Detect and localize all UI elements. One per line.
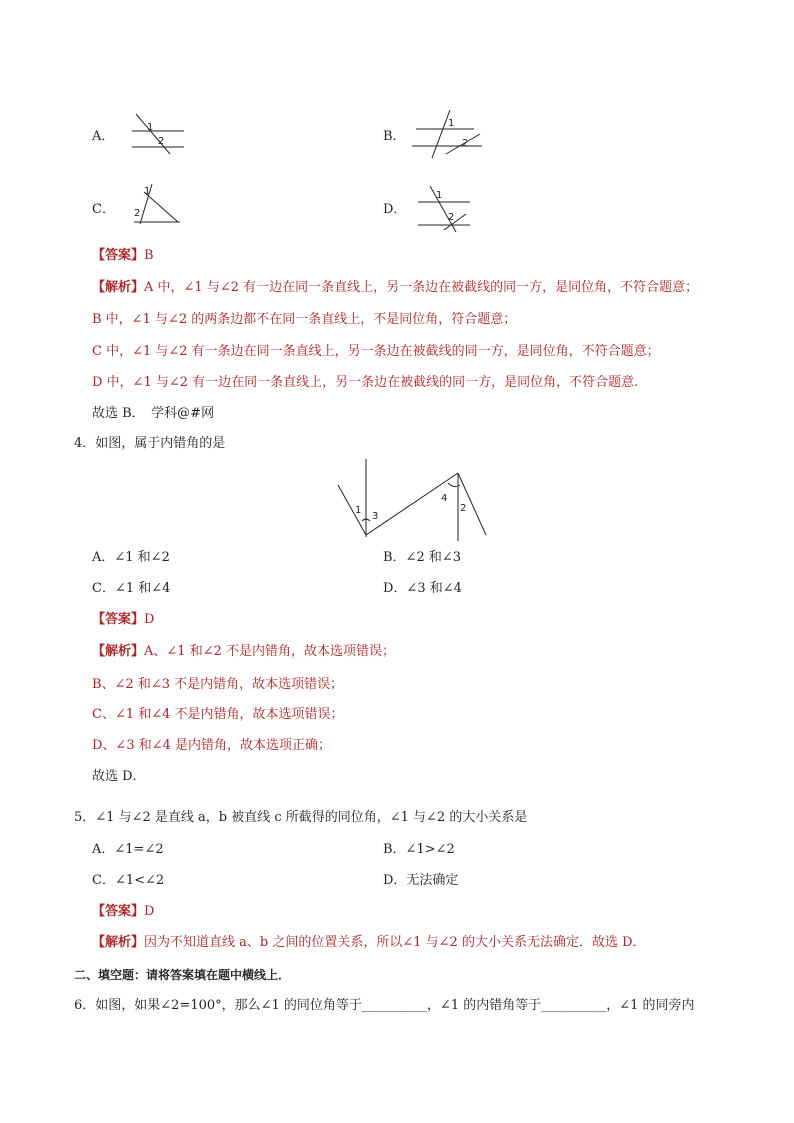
q5-option-a: A．∠1=∠2: [92, 842, 164, 857]
q3-option-b-letter: B．: [383, 129, 406, 144]
answer-value: B: [144, 248, 154, 263]
q3-option-a-letter: A．: [92, 129, 115, 144]
q5-option-d: D．无法确定: [383, 873, 459, 888]
q3-a-transversal: [136, 114, 170, 154]
q3-figure-d: [414, 184, 474, 234]
q4-label-4: 4: [441, 493, 448, 504]
q3-conclusion: 故选 B． 学科@#网: [92, 406, 215, 421]
q5-option-c: C．∠1<∠2: [92, 873, 165, 888]
q4-analysis-line-3: C、∠1 和∠4 不是内错角，故本选项错误；: [92, 707, 344, 722]
analysis-label: 【解析】: [92, 280, 145, 295]
q4-analysis-line-2: B、∠2 和∠3 不是内错角，故本选项错误；: [92, 677, 344, 692]
q4-option-a: A．∠1 和∠2: [92, 550, 170, 565]
q3-answer: [92, 247, 154, 265]
q3-analysis-line-3: C 中，∠1 与∠2 有一条边在同一条直线上，另一条边在被截线的同一方，是同位角，不符合题意；: [92, 344, 660, 359]
analysis-label: 【解析】: [92, 935, 145, 950]
q4-analysis-line-1: [92, 643, 395, 661]
answer-value: D: [144, 612, 155, 627]
q5-analysis: [92, 934, 646, 952]
q4-option-c: C．∠1 和∠4: [92, 581, 171, 596]
q3-b-label-2: 2: [462, 138, 469, 149]
q6-stem: 6．如图，如果∠2=100°，那么∠1 的同位角等于__________，∠1 的内错角等于__________，∠1 的同旁内: [74, 998, 695, 1013]
q4-label-1: 1: [355, 505, 362, 516]
q4-figure: [320, 455, 500, 545]
q3-option-c-letter: C．: [92, 202, 115, 217]
q3-a-label-1: 1: [147, 122, 154, 133]
q4-label-3: 3: [372, 511, 379, 522]
q3-a-label-2: 2: [158, 136, 165, 147]
q4-answer: [92, 611, 154, 629]
answer-value: D: [144, 904, 155, 919]
q4-option-b: B．∠2 和∠3: [383, 550, 462, 565]
analysis-text: A、∠1 和∠2 不是内错角，故本选项错误；: [144, 644, 395, 659]
q3-c-label-2: 2: [134, 208, 141, 219]
answer-label: 【答案】: [92, 904, 145, 919]
q3-figure-a: [128, 112, 188, 156]
q3-option-d-letter: D．: [383, 202, 407, 217]
q5-answer: [92, 903, 154, 921]
q4-analysis-line-4: D、∠3 和∠4 是内错角，故本选项正确；: [92, 738, 332, 753]
q3-analysis-line-2: B 中，∠1 与∠2 的两条边都不在同一条直线上，不是同位角，符合题意；: [92, 312, 517, 327]
q5-option-b: B．∠1>∠2: [383, 842, 455, 857]
answer-label: 【答案】: [92, 248, 145, 263]
q3-d-label-1: 1: [436, 190, 443, 201]
q3-analysis-line-4: D 中，∠1 与∠2 有一边在同一条直线上，另一条边在被截线的同一方，是同位角，不符合题意.: [92, 375, 639, 390]
q3-b-label-1: 1: [448, 118, 455, 129]
analysis-text: 因为不知道直线 a、b 之间的位置关系，所以∠1 与∠2 的大小关系无法确定．故选 D．: [144, 935, 646, 950]
q4-option-d: D．∠3 和∠4: [383, 581, 462, 596]
answer-label: 【答案】: [92, 612, 145, 627]
analysis-label: 【解析】: [92, 644, 145, 659]
q3-d-label-2: 2: [448, 212, 455, 223]
q4-conclusion: 故选 D．: [92, 769, 146, 784]
q4-label-2: 2: [460, 503, 467, 514]
analysis-text: A 中，∠1 与∠2 有一边在同一条直线上，另一条边在被截线的同一方，是同位角，不符合题意；: [144, 280, 699, 295]
q3-figure-c: [126, 182, 182, 226]
q4-middle-line: [366, 473, 458, 535]
q3-analysis-line-1: [92, 279, 698, 297]
q4-stem: 4．如图，属于内错角的是: [74, 436, 226, 451]
q3-c-label-1: 1: [144, 186, 151, 197]
section-heading-fill-in: 二、填空题：请将答案填在题中横线上．: [74, 968, 291, 982]
q5-stem: 5．∠1 与∠2 是直线 a，b 被直线 c 所截得的同位角，∠1 与∠2 的大小关系是: [74, 810, 528, 825]
q3-figure-b: [408, 108, 488, 160]
q4-slant-left: [338, 485, 366, 535]
